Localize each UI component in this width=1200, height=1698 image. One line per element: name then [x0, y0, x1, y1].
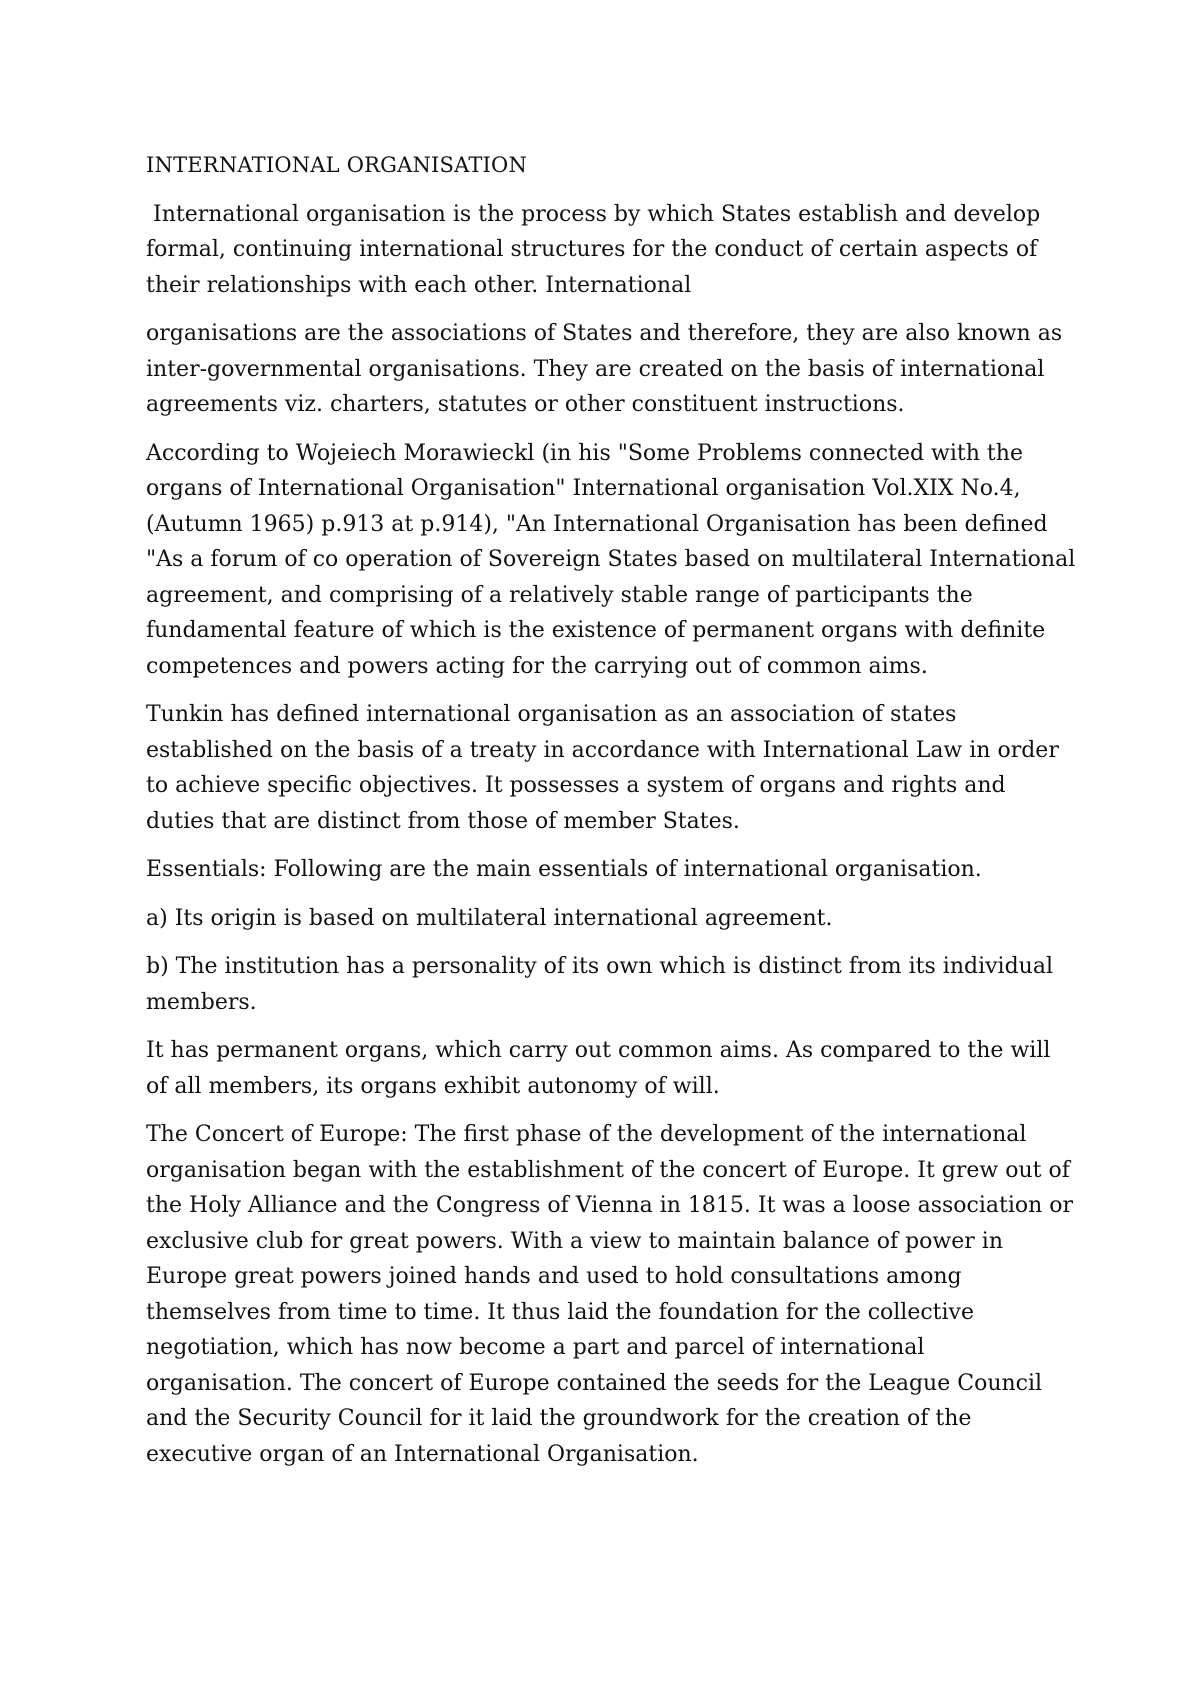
- paragraph-essential-b: b) The institution has a personality of its own which is distinct from its individual members.: [146, 954, 1053, 1015]
- paragraph-permanent-organs: It has permanent organs, which carry out common aims. As compared to the will of all members, its organs exhibit autonomy of will.: [146, 1038, 1051, 1099]
- paragraph-essential-a: a) Its origin is based on multilateral international agreement.: [146, 905, 833, 931]
- paragraph-definition: International organisation is the process by which States establish and develop formal, continuing international structures for the conduct of certain aspects of their relationships with each other. International: [146, 201, 1048, 298]
- document-body: [146, 148, 1076, 1485]
- paragraph-morawieckl: According to Wojeiech Morawieckl (in his "Some Problems connected with the organs of International Organisation" International organisation Vol.XIX No.4, (Autumn 1965) p.913 at p.914), "An International Organisation has been defined "As a forum of co operation of Sovereign States based on multilateral International agreement, and comprising of a relatively stable range of participants the fundamental feature of which is the existence of permanent organs with definite competences and powers acting for the carrying out of common aims.: [146, 440, 1076, 679]
- paragraph-associations: organisations are the associations of States and therefore, they are also known as inter-governmental organisations. They are created on the basis of international agreements viz. charters, statutes or other constituent instructions.: [146, 321, 1063, 417]
- document-title: INTERNATIONAL ORGANISATION: [146, 153, 528, 177]
- paragraph-tunkin: Tunkin has defined international organisation as an association of states established on the basis of a treaty in accordance with International Law in order to achieve specific objectives. It possesses a system of organs and rights and duties that are distinct from those of member States.: [146, 702, 1059, 834]
- paragraph-essentials: Essentials: Following are the main essentials of international organisation.: [146, 857, 982, 882]
- paragraph-concert-of-europe: The Concert of Europe: The first phase of the development of the international organisation began with the establishment of the concert of Europe. It grew out of the Holy Alliance and the Congress of Vienna in 1815. It was a loose association or exclusive club for great powers. With a view to maintain balance of power in Europe great powers joined hands and used to hold consultations among themselves from time to time. It thus laid the foundation for the collective negotiation, which has now become a part and parcel of international organisation. The concert of Europe contained the seeds for the League Council and the Security Council for it laid the groundwork for the creation of the executive organ of an International Organisation.: [146, 1122, 1074, 1467]
